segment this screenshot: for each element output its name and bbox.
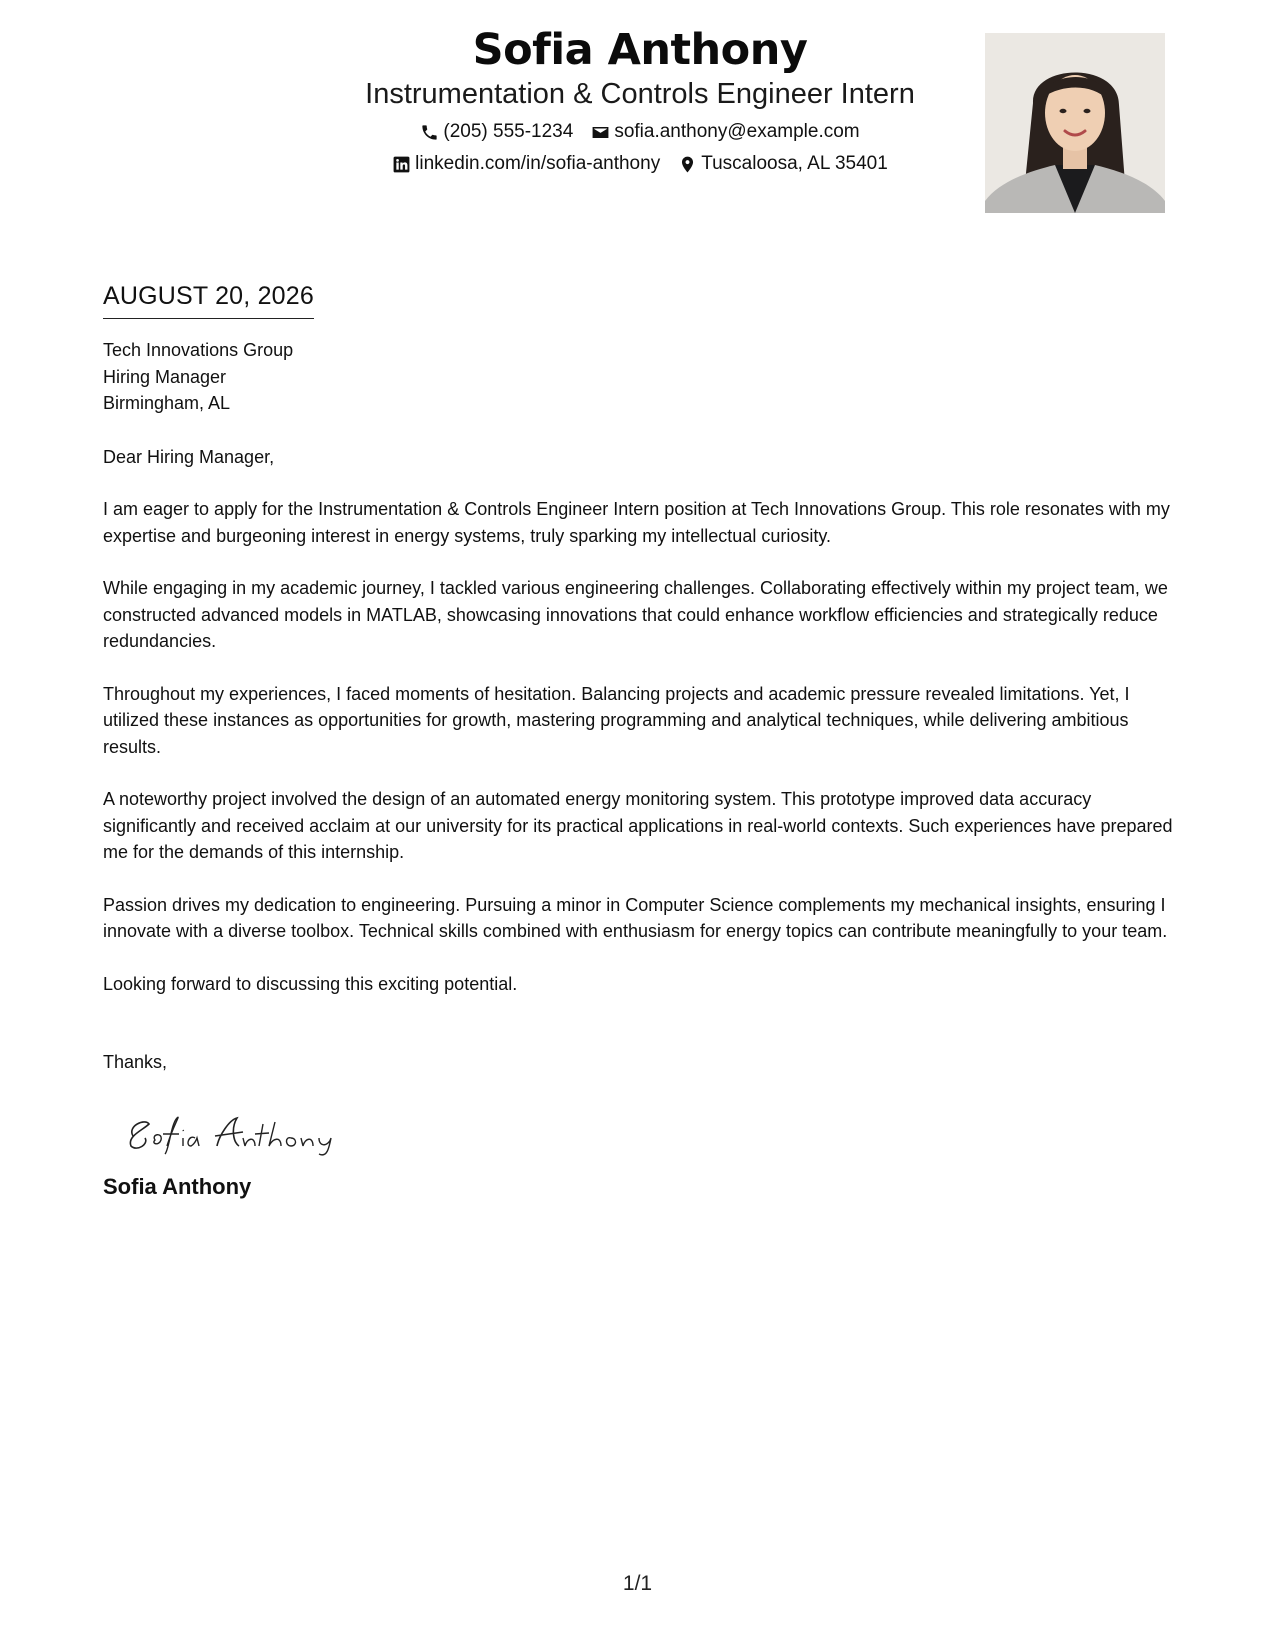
paragraph: I am eager to apply for the Instrumentation & Controls Engineer Intern position at Tech Innovations Group. This role resonates with my expertise and burgeoning interest in energy systems, truly sparking my intellectual curiosity. [103,499,1170,546]
envelope-icon [591,123,610,142]
linkedin-text: linkedin.com/in/sofia-anthony [415,153,661,174]
profile-photo [985,33,1165,213]
paragraph: Throughout my experiences, I faced moments of hesitation. Balancing projects and academic pressure revealed limitations. Yet, I utilized these instances as opportunities for growth, mastering programming and analytical techniques, while delivering ambitious results. [103,683,1130,757]
page-number: 1/1 [622,1572,653,1595]
paragraph: Passion drives my dedication to engineering. Pursuing a minor in Computer Science complements my mechanical insights, ensuring I innovate with a diverse toolbox. Technical skills combined with enthusiasm for energy topics can contribute meaningfully to your team. [103,894,1168,941]
salutation: Dear Hiring Manager, [103,446,275,467]
map-pin-icon [678,155,697,174]
contact-email[interactable] [591,120,859,144]
applicant-name: Sofia Anthony [472,25,808,75]
recipient-location: Birmingham, AL [103,393,231,413]
phone-icon [420,123,439,142]
contact-location [678,152,888,176]
paragraph: A noteworthy project involved the design of an automated energy monitoring system. This prototype improved data accuracy significantly and received acclaim at our university for its practical applications in real-world contexts. Such experiences have prepared me for the demands of this internship. [103,789,1173,862]
letter-date: AUGUST 20, 2026 [103,280,314,319]
recipient-title: Hiring Manager [103,366,227,387]
handwritten-signature [119,1106,349,1156]
email-text: sofia.anthony@example.com [614,121,860,142]
paragraph: Looking forward to discussing this exciting potential. [103,973,518,994]
signed-name: Sofia Anthony [103,1173,252,1199]
phone-text: (205) 555-1234 [443,121,574,142]
contact-phone [420,120,573,144]
contact-linkedin[interactable] [392,152,660,176]
recipient-block [103,337,1173,417]
paragraph: While engaging in my academic journey, I tackled various engineering challenges. Collaborating effectively within my project team, we constructed advanced models in MATLAB, showcasing innovations that could enhance workflow efficiencies and strategically reduce redundancies. [103,578,1168,651]
closing: Thanks, [103,1052,168,1072]
linkedin-icon [392,155,411,174]
location-text: Tuscaloosa, AL 35401 [701,153,888,174]
letter-body [103,280,1173,1200]
recipient-company: Tech Innovations Group [103,340,294,360]
applicant-role: Instrumentation & Controls Engineer Intern [365,78,915,110]
